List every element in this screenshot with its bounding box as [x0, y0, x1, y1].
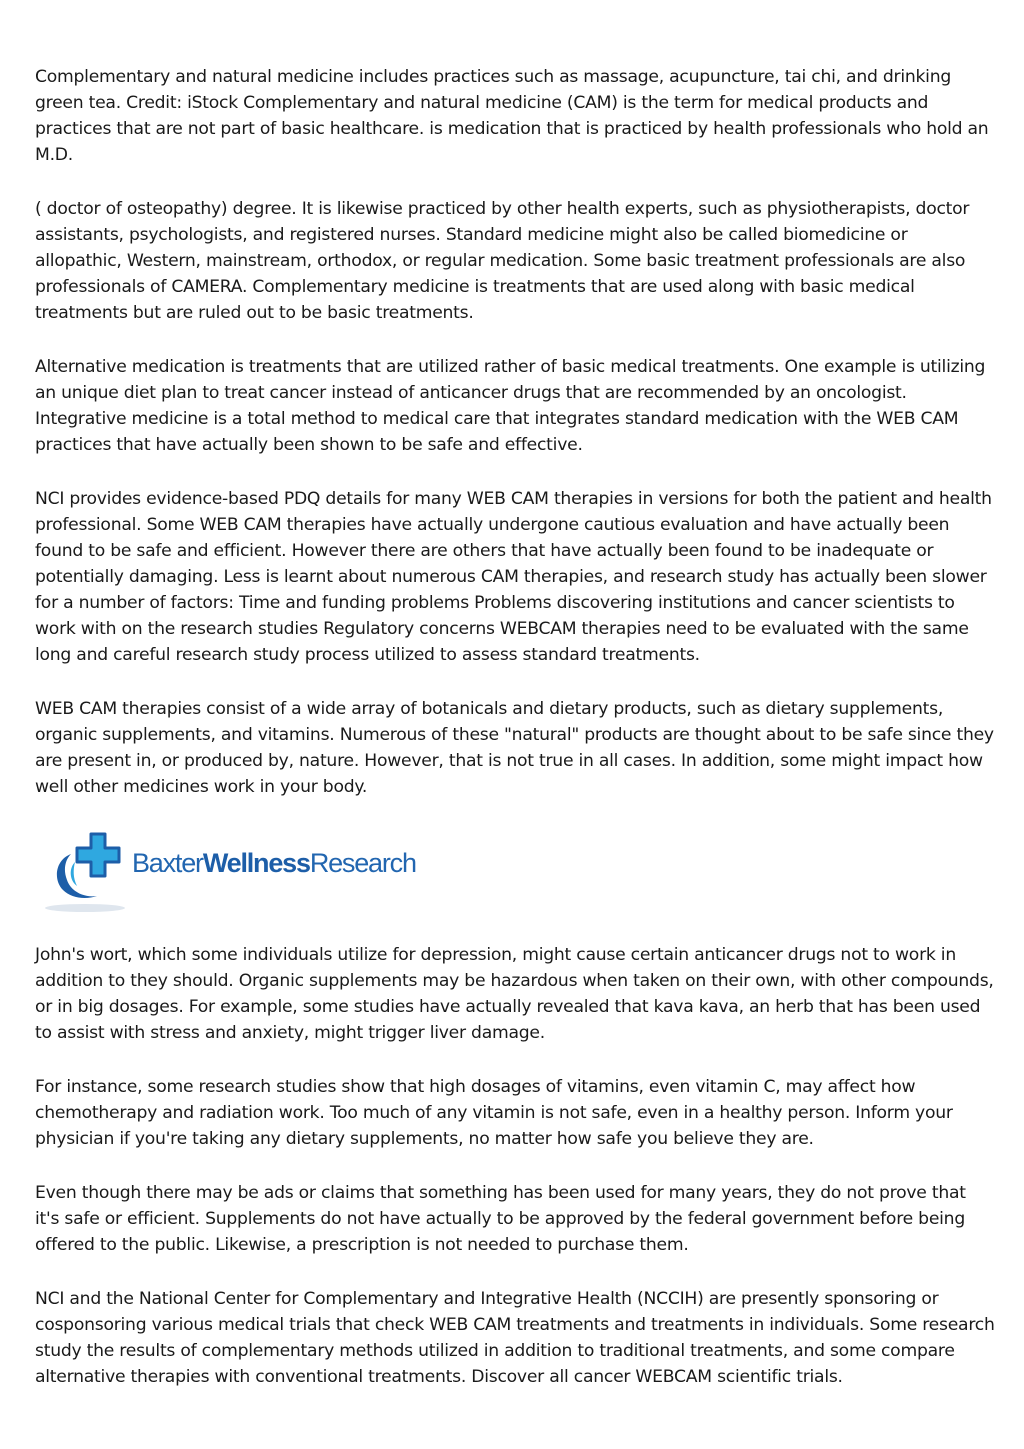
paragraph-nci-pdq: NCI provides evidence-based PDQ details for many WEB CAM therapies in versions for both the patient and health professional. Some WEB CAM therapies have actually undergone cautious evaluation and have actually been found to be safe and efficient. However there are others that have actually been found to be inadequate or potentially damaging. Less is learnt about numerous CAM therapies, and research study has actually been slower for a number of factors: Time and funding problems Problems discovering institutions and cancer scientists to work with on the research studies Regulatory concerns WEBCAM therapies need to be evaluated with the same long and careful research study process utilized to assess standard treatments. [35, 489, 992, 665]
logo-wordmark-baxter: Baxter [132, 848, 203, 878]
logo-wordmark [132, 848, 416, 879]
paragraph-nccih-trials: NCI and the National Center for Complementary and Integrative Health (NCCIH) are presently sponsoring or cosponsoring various medical trials that check WEB CAM treatments and treatments in individuals. Some research study the results of complementary methods utilized in addition to traditional treatments, and some compare alternative therapies with conventional treatments. Discover all cancer WEBCAM scientific trials. [35, 1289, 995, 1387]
paragraph-claims: Even though there may be ads or claims that something has been used for many years, they do not prove that it's safe or efficient. Supplements do not have actually to be approved by the federal government before being offered to the public. Likewise, a prescription is not needed to purchase them. [35, 1183, 966, 1255]
paragraph-botanicals: WEB CAM therapies consist of a wide array of botanicals and dietary products, such as dietary supplements, organic supplements, and vitamins. Numerous of these "natural" products are thought about to be safe since they are present in, or produced by, nature. However, that is not true in all cases. In addition, some might impact how well other medicines work in your body. [35, 699, 994, 797]
paragraph-vitamins: For instance, some research studies show that high dosages of vitamins, even vitamin C, may affect how chemotherapy and radiation work. Too much of any vitamin is not safe, even in a healthy person. Inform your physician if you're taking any dietary supplements, no matter how safe you believe they are. [35, 1077, 953, 1149]
logo-wordmark-research: Research [309, 848, 416, 878]
baxter-wellness-research-logo [35, 828, 995, 914]
paragraph-intro: Complementary and natural medicine includes practices such as massage, acupuncture, tai chi, and drinking green tea. Credit: iStock Complementary and natural medicine (CAM) is the term for medical products and practices that are not part of basic healthcare. is medication that is practiced by health professionals who hold an M.D. [35, 67, 989, 165]
medical-cross-icon [41, 828, 131, 914]
paragraph-johns-wort: John's wort, which some individuals utilize for depression, might cause certain anticancer drugs not to work in addition to they should. Organic supplements may be hazardous when taken on their own, with other compounds, or in big dosages. For example, some studies have actually revealed that kava kava, an herb that has been used to assist with stress and anxiety, might trigger liver damage. [35, 945, 994, 1043]
document-page [35, 64, 995, 1418]
logo-wordmark-wellness: Wellness [202, 848, 310, 878]
paragraph-osteopathy: ( doctor of osteopathy) degree. It is likewise practiced by other health experts, such as physiotherapists, doctor assistants, psychologists, and registered nurses. Standard medicine might also be called biomedicine or allopathic, Western, mainstream, orthodox, or regular medication. Some basic treatment professionals are also professionals of CAMERA. Complementary medicine is treatments that are used along with basic medical treatments but are ruled out to be basic treatments. [35, 199, 970, 323]
paragraph-alternative: Alternative medication is treatments that are utilized rather of basic medical treatments. One example is utilizing an unique diet plan to treat cancer instead of anticancer drugs that are recommended by an oncologist. Integrative medicine is a total method to medical care that integrates standard medication with the WEB CAM practices that have actually been shown to be safe and effective. [35, 357, 986, 455]
